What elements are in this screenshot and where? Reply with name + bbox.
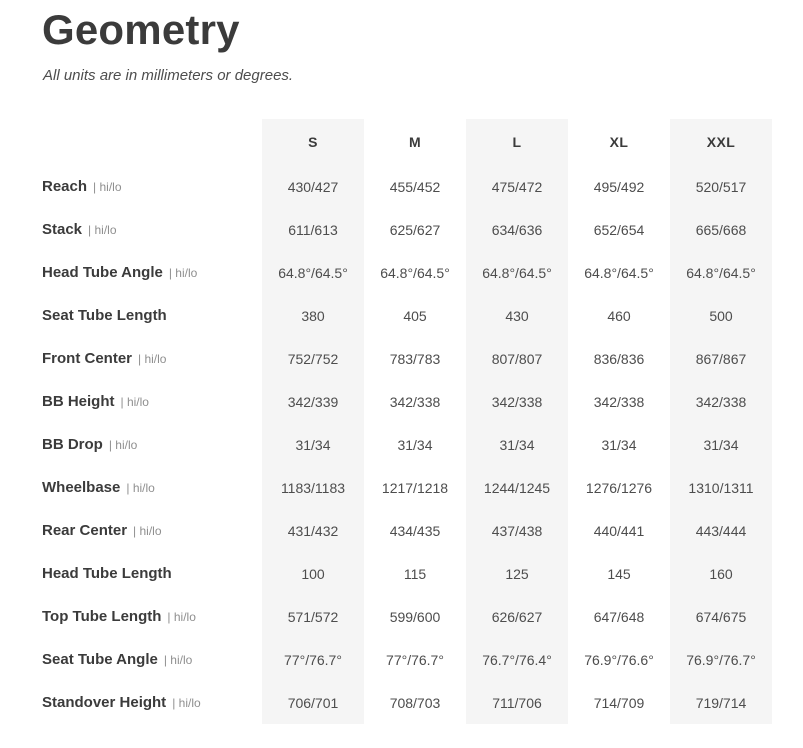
hi-lo-suffix: | hi/lo xyxy=(172,695,201,710)
hi-lo-suffix: | hi/lo xyxy=(133,523,162,538)
hi-lo-suffix: | hi/lo xyxy=(88,222,117,237)
column-header-xxl: XXL xyxy=(670,119,772,165)
geometry-value-cell: 455/452 xyxy=(389,178,441,195)
geometry-value-cell: 76.9°/76.6° xyxy=(584,651,654,668)
geometry-value-cell: 64.8°/64.5° xyxy=(670,251,772,294)
geometry-value-cell: 599/600 xyxy=(389,608,441,625)
row-label xyxy=(42,380,262,423)
geometry-value-cell: 430 xyxy=(466,294,568,337)
geometry-value-cell: 440/441 xyxy=(593,522,645,539)
geometry-value-cell: 342/338 xyxy=(466,380,568,423)
geometry-value-cell: 31/34 xyxy=(466,423,568,466)
geometry-value-cell: 1183/1183 xyxy=(262,466,364,509)
column-header-m: M xyxy=(408,134,422,150)
row-label-text: Standover Height xyxy=(42,694,167,711)
row-label xyxy=(42,638,262,681)
row-label xyxy=(42,337,262,380)
geometry-value-cell: 77°/76.7° xyxy=(386,651,444,668)
row-label xyxy=(42,423,262,466)
row-label xyxy=(42,466,262,509)
row-label xyxy=(42,681,262,724)
row-label-text: Seat Tube Length xyxy=(42,307,167,324)
geometry-value-cell: 437/438 xyxy=(466,509,568,552)
row-label-text: BB Drop xyxy=(42,436,103,453)
units-note: All units are in millimeters or degrees. xyxy=(43,67,294,84)
geometry-value-cell: 807/807 xyxy=(466,337,568,380)
row-label-text: Rear Center xyxy=(42,522,128,539)
row-label xyxy=(42,165,262,208)
geometry-value-cell: 706/701 xyxy=(262,681,364,724)
row-label xyxy=(42,552,262,595)
hi-lo-suffix: | hi/lo xyxy=(167,609,196,624)
geometry-value-cell: 64.8°/64.5° xyxy=(262,251,364,294)
geometry-value-cell: 443/444 xyxy=(670,509,772,552)
geometry-value-cell: 1244/1245 xyxy=(466,466,568,509)
geometry-value-cell: 1217/1218 xyxy=(381,479,449,496)
row-label-text: Head Tube Angle xyxy=(42,264,163,281)
geometry-value-cell: 145 xyxy=(607,565,631,582)
geometry-value-cell: 76.9°/76.7° xyxy=(670,638,772,681)
geometry-value-cell: 475/472 xyxy=(466,165,568,208)
geometry-value-cell: 405 xyxy=(403,307,427,324)
geometry-table xyxy=(42,119,772,724)
geometry-value-cell: 836/836 xyxy=(593,350,645,367)
row-label-text: Reach xyxy=(42,178,88,195)
geometry-value-cell: 520/517 xyxy=(670,165,772,208)
geometry-value-cell: 31/34 xyxy=(262,423,364,466)
geometry-value-cell: 647/648 xyxy=(593,608,645,625)
geometry-value-cell: 160 xyxy=(670,552,772,595)
geometry-value-cell: 460 xyxy=(607,307,631,324)
geometry-value-cell: 634/636 xyxy=(466,208,568,251)
geometry-value-cell: 495/492 xyxy=(593,178,645,195)
geometry-value-cell: 752/752 xyxy=(262,337,364,380)
geometry-value-cell: 431/432 xyxy=(262,509,364,552)
row-label xyxy=(42,208,262,251)
geometry-value-cell: 342/338 xyxy=(389,393,441,410)
hi-lo-suffix: | hi/lo xyxy=(138,351,167,366)
geometry-value-cell: 1276/1276 xyxy=(585,479,653,496)
geometry-value-cell: 76.7°/76.4° xyxy=(466,638,568,681)
geometry-value-cell: 64.8°/64.5° xyxy=(466,251,568,294)
row-label-text: Top Tube Length xyxy=(42,608,162,625)
row-label xyxy=(42,251,262,294)
geometry-value-cell: 380 xyxy=(262,294,364,337)
row-label xyxy=(42,509,262,552)
row-label xyxy=(42,294,262,337)
geometry-value-cell: 571/572 xyxy=(262,595,364,638)
row-label xyxy=(42,595,262,638)
geometry-value-cell: 430/427 xyxy=(262,165,364,208)
row-label-text: Stack xyxy=(42,221,83,238)
geometry-value-cell: 115 xyxy=(403,565,427,582)
geometry-value-cell: 665/668 xyxy=(670,208,772,251)
hi-lo-suffix: | hi/lo xyxy=(93,179,122,194)
geometry-value-cell: 711/706 xyxy=(466,681,568,724)
row-label-text: Wheelbase xyxy=(42,479,121,496)
geometry-value-cell: 719/714 xyxy=(670,681,772,724)
geometry-value-cell: 625/627 xyxy=(389,221,441,238)
geometry-value-cell: 64.8°/64.5° xyxy=(584,264,654,281)
geometry-value-cell: 342/339 xyxy=(262,380,364,423)
geometry-value-cell: 31/34 xyxy=(601,436,637,453)
geometry-value-cell: 867/867 xyxy=(670,337,772,380)
geometry-value-cell: 31/34 xyxy=(397,436,433,453)
column-header-xl: XL xyxy=(609,134,629,150)
geometry-value-cell: 64.8°/64.5° xyxy=(380,264,450,281)
geometry-value-cell: 77°/76.7° xyxy=(262,638,364,681)
geometry-value-cell: 708/703 xyxy=(389,694,441,711)
geometry-value-cell: 714/709 xyxy=(593,694,645,711)
geometry-value-cell: 125 xyxy=(466,552,568,595)
hi-lo-suffix: | hi/lo xyxy=(120,394,149,409)
geometry-value-cell: 783/783 xyxy=(389,350,441,367)
row-label-text: BB Height xyxy=(42,393,115,410)
geometry-value-cell: 626/627 xyxy=(466,595,568,638)
table-corner-cell xyxy=(42,119,262,165)
page-title: Geometry xyxy=(42,6,240,53)
geometry-value-cell: 1310/1311 xyxy=(670,466,772,509)
hi-lo-suffix: | hi/lo xyxy=(126,480,155,495)
geometry-value-cell: 434/435 xyxy=(389,522,441,539)
row-label-text: Front Center xyxy=(42,350,132,367)
row-label-text: Seat Tube Angle xyxy=(42,651,158,668)
hi-lo-suffix: | hi/lo xyxy=(163,652,193,667)
geometry-value-cell: 100 xyxy=(262,552,364,595)
geometry-value-cell: 674/675 xyxy=(670,595,772,638)
row-label-text: Head Tube Length xyxy=(42,565,172,582)
hi-lo-suffix: | hi/lo xyxy=(108,437,138,452)
column-header-s: S xyxy=(262,119,364,165)
geometry-value-cell: 500 xyxy=(670,294,772,337)
column-header-l: L xyxy=(466,119,568,165)
geometry-value-cell: 611/613 xyxy=(262,208,364,251)
geometry-value-cell: 31/34 xyxy=(670,423,772,466)
hi-lo-suffix: | hi/lo xyxy=(168,265,198,280)
geometry-value-cell: 342/338 xyxy=(593,393,645,410)
geometry-value-cell: 342/338 xyxy=(670,380,772,423)
geometry-value-cell: 652/654 xyxy=(593,221,645,238)
